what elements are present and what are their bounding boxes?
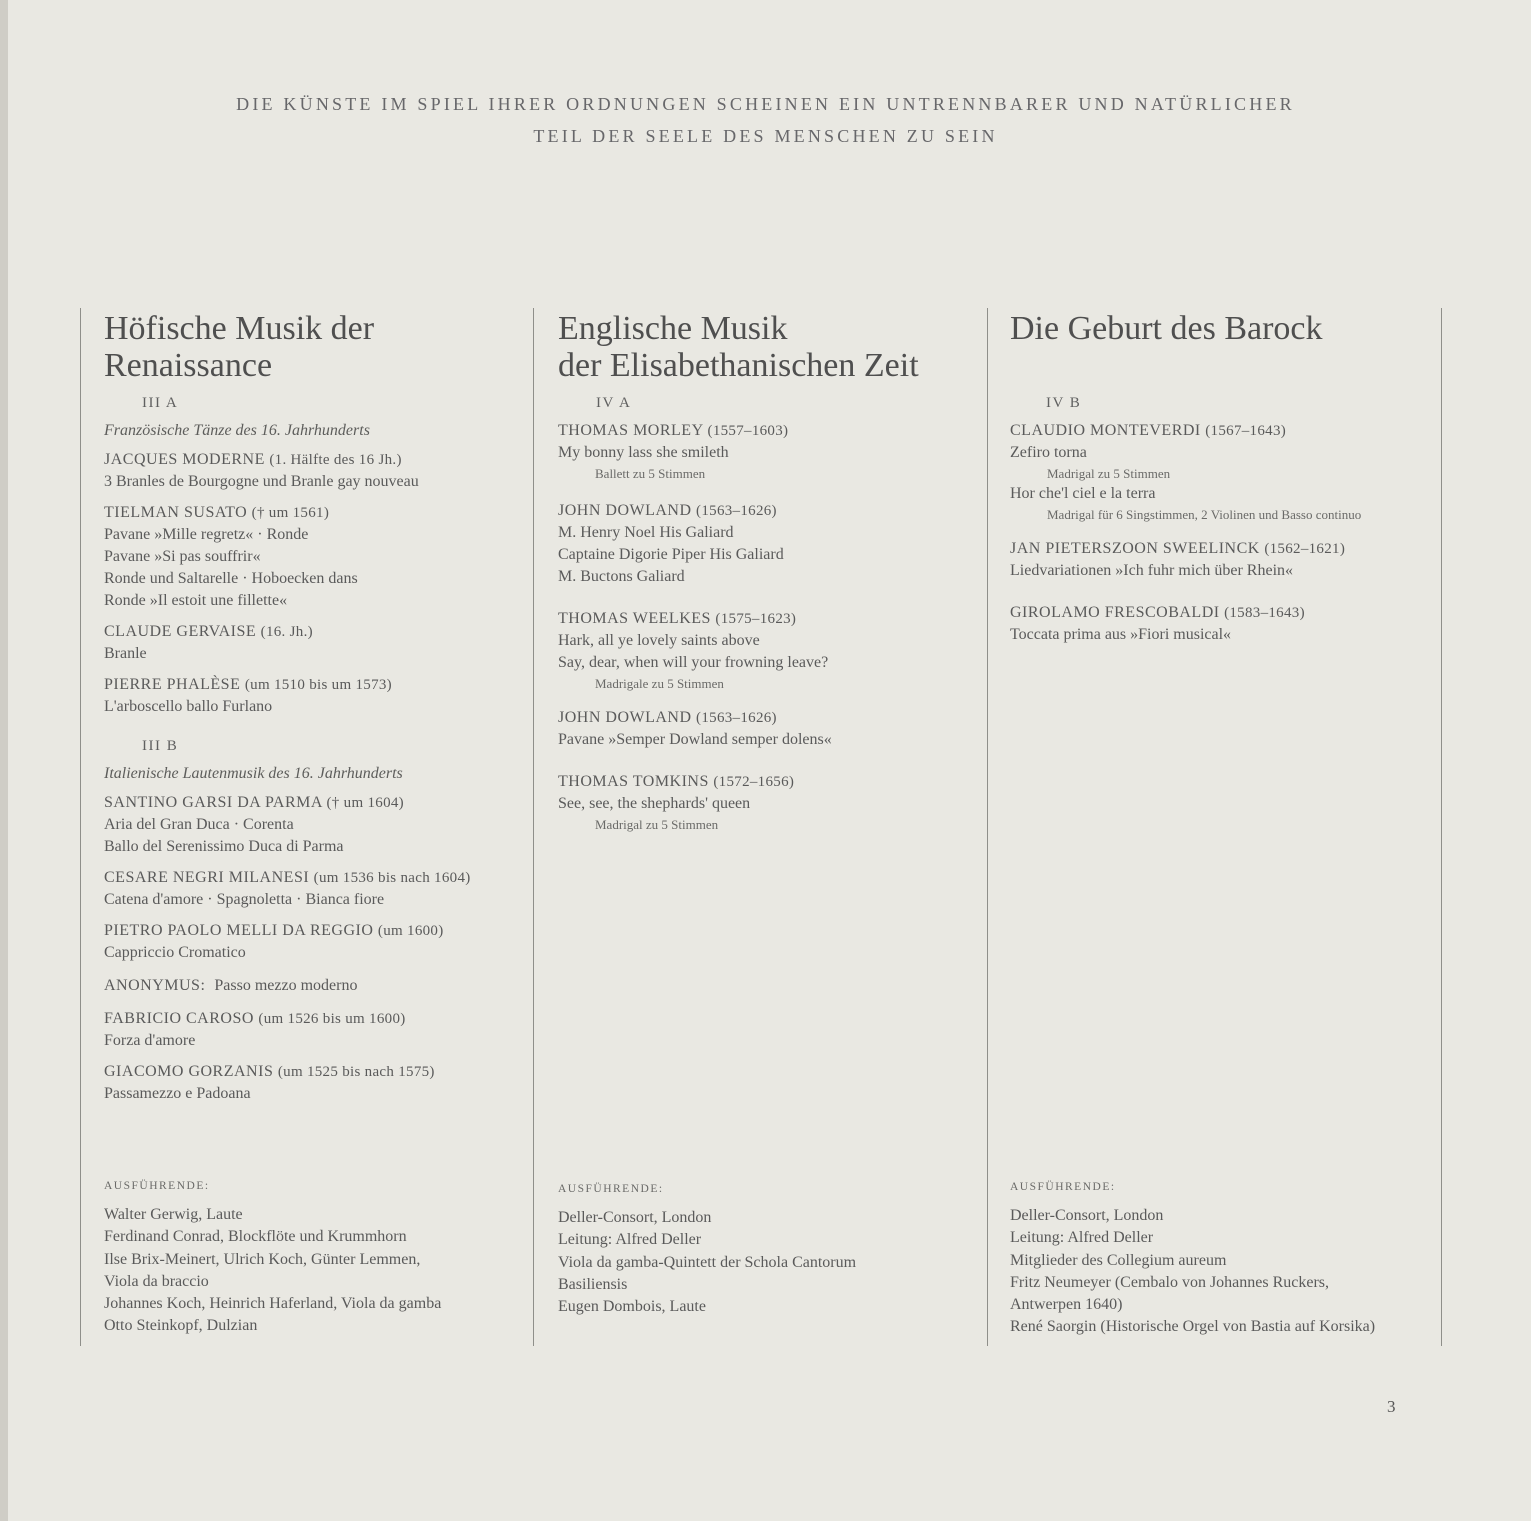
performer-line: René Saorgin (Historische Orgel von Bastia auf Korsika) (1010, 1318, 1376, 1336)
piece-title: Captaine Digorie Piper His Galiard (558, 546, 784, 563)
composer-name: JAN PIETERSZOON SWEELINCK (1010, 540, 1260, 557)
piece-note: Madrigal zu 5 Stimmen (1047, 466, 1171, 481)
piece-note: Madrigal zu 5 Stimmen (595, 817, 719, 832)
piece-title: Forza d'amore (104, 1032, 196, 1049)
work-entry (104, 674, 529, 718)
composer-name: ANONYMUS: (104, 977, 206, 994)
motto-line-2: TEIL DER SEELE DES MENSCHEN ZU SEIN (533, 126, 998, 146)
composer (558, 707, 983, 729)
composer-dates: (1. Hälfte des 16 Jh.) (269, 452, 402, 468)
work-entry (104, 449, 529, 493)
composer-dates: († um 1604) (326, 795, 404, 811)
piece-note: Ballett zu 5 Stimmen (595, 466, 706, 481)
composer (104, 621, 529, 643)
work-entry (104, 621, 529, 665)
work-entry (1010, 420, 1437, 524)
composer (558, 608, 983, 630)
performers-block (558, 1183, 983, 1318)
title-line: Die Geburt des Barock (1010, 310, 1323, 347)
performer-line: Deller-Consort, London (558, 1209, 712, 1226)
section-label: III B (142, 738, 179, 754)
work-entry (104, 792, 529, 858)
composer-name: JACQUES MODERNE (104, 451, 265, 468)
title-line (1010, 347, 1437, 384)
title-line: Renaissance (104, 347, 273, 384)
section-label: IV A (596, 395, 632, 411)
piece-title: Aria del Gran Duca · Corenta (104, 816, 294, 833)
piece-title: Pavane »Si pas souffrir« (104, 548, 261, 565)
piece-title: Ronde »Il estoit une fillette« (104, 592, 288, 609)
composer-dates: (um 1600) (377, 923, 444, 939)
composer-dates: (1563–1626) (696, 710, 777, 726)
composer-dates: (um 1510 bis um 1573) (244, 677, 392, 693)
composer (1010, 602, 1437, 624)
composer-dates: (1572–1656) (713, 774, 795, 790)
piece-title: Branle (104, 645, 147, 662)
work-entry (558, 420, 983, 483)
work-entry (104, 1008, 529, 1052)
composer (558, 771, 983, 793)
piece-title: My bonny lass she smileth (558, 444, 729, 461)
composer-dates: (16. Jh.) (260, 624, 313, 640)
composer (104, 1008, 529, 1030)
performers-label: AUSFÜHRENDE: (558, 1183, 664, 1195)
composer (558, 420, 983, 442)
composer-name: JOHN DOWLAND (558, 709, 692, 726)
composer-name: THOMAS WEELKES (558, 610, 711, 627)
piece-title: 3 Branles de Bourgogne und Branle gay nouveau (104, 473, 419, 490)
performers-label: AUSFÜHRENDE: (104, 1180, 210, 1192)
composer-dates: (1567–1643) (1205, 423, 1287, 439)
piece-title: Pavane »Semper Dowland semper dolens« (558, 731, 832, 748)
piece-title: Say, dear, when will your frowning leave? (558, 654, 829, 671)
performers-label: AUSFÜHRENDE: (1010, 1181, 1116, 1193)
composer-dates: (um 1536 bis nach 1604) (313, 870, 471, 886)
composer (104, 975, 529, 997)
work-entry (558, 608, 983, 693)
performer-line: Basiliensis (558, 1275, 628, 1293)
composer (104, 792, 529, 814)
composer (558, 500, 983, 522)
performer-line: Johannes Koch, Heinrich Haferland, Viola da gamba (104, 1295, 442, 1313)
composer-dates: (um 1526 bis um 1600) (258, 1011, 406, 1027)
composer-name: THOMAS MORLEY (558, 422, 704, 439)
piece-title: Liedvariationen »Ich fuhr mich über Rhein« (1010, 562, 1294, 579)
section-label: IV B (1046, 395, 1082, 411)
piece-title: M. Buctons Galiard (558, 568, 685, 585)
piece-note: Madrigale zu 5 Stimmen (595, 676, 724, 691)
work-entry (104, 867, 529, 911)
composer (104, 1061, 529, 1083)
performer-line: Fritz Neumeyer (Cembalo von Johannes Ruckers, (1010, 1273, 1330, 1291)
column-title (1010, 310, 1437, 384)
piece-note: Madrigal für 6 Singstimmen, 2 Violinen und Basso continuo (1047, 507, 1362, 522)
performer-line: Viola da braccio (104, 1272, 209, 1290)
performer-line: Leitung: Alfred Deller (1010, 1229, 1154, 1247)
title-line: Höfische Musik der (104, 310, 375, 347)
performer-line: Walter Gerwig, Laute (104, 1206, 243, 1223)
composer-dates: (1575–1623) (715, 611, 797, 627)
column-renaissance (80, 308, 534, 1346)
work-entry (558, 707, 983, 751)
piece-title: M. Henry Noel His Galiard (558, 524, 734, 541)
performer-line: Mitglieder des Collegium aureum (1010, 1251, 1227, 1269)
performer-line: Ilse Brix-Meinert, Ulrich Koch, Günter Lemmen, (104, 1250, 421, 1268)
composer-dates: (um 1525 bis nach 1575) (277, 1064, 435, 1080)
composer-name: FABRICIO CAROSO (104, 1010, 254, 1027)
composer-name: TIELMAN SUSATO (104, 504, 248, 521)
composer (104, 920, 529, 942)
composer-name: CLAUDE GERVAISE (104, 623, 257, 640)
column-title (558, 310, 983, 384)
work-entry (104, 502, 529, 612)
work-entry (104, 920, 529, 964)
piece-title: Hor che'l ciel e la terra (1010, 485, 1156, 502)
performer-line: Otto Steinkopf, Dulzian (104, 1317, 258, 1335)
performer-line: Deller-Consort, London (1010, 1207, 1164, 1224)
piece-title: Ballo del Serenissimo Duca di Parma (104, 838, 344, 855)
composer (1010, 420, 1437, 442)
section-subtitle: Französische Tänze des 16. Jahrhunderts (104, 422, 370, 439)
composer-name: SANTINO GARSI DA PARMA (104, 794, 323, 811)
composer-name: GIROLAMO FRESCOBALDI (1010, 604, 1220, 621)
section-subtitle: Italienische Lautenmusik des 16. Jahrhunderts (104, 765, 403, 782)
piece-title: L'arboscello ballo Furlano (104, 698, 273, 715)
section-label: III A (142, 395, 179, 411)
piece-title: Passo mezzo moderno (214, 977, 358, 994)
composer-dates: († um 1561) (251, 505, 330, 521)
piece-title: Pavane »Mille regretz« · Ronde (104, 526, 309, 543)
title-line: der Elisabethanischen Zeit (558, 347, 919, 384)
composer-dates: (1583–1643) (1224, 605, 1305, 621)
composer (104, 867, 529, 889)
work-entry (1010, 602, 1437, 646)
work-entry (1010, 538, 1437, 582)
composer-name: PIETRO PAOLO MELLI DA REGGIO (104, 922, 374, 939)
performers-block (104, 1180, 529, 1338)
piece-title: Ronde und Saltarelle · Hoboecken dans (104, 570, 358, 587)
work-entry (558, 771, 983, 834)
composer-name: PIERRE PHALÈSE (104, 676, 241, 693)
title-line: Englische Musik (558, 310, 788, 347)
motto-line-1: DIE KÜNSTE IM SPIEL IHRER ORDNUNGEN SCHEINEN EIN UNTRENNBARER UND NATÜRLICHER (236, 94, 1295, 114)
page-number: 3 (1387, 1397, 1396, 1416)
composer-dates: (1557–1603) (707, 423, 789, 439)
performer-line: Leitung: Alfred Deller (558, 1231, 702, 1249)
performer-line: Viola da gamba-Quintett der Schola Cantorum (558, 1253, 857, 1271)
composer-name: JOHN DOWLAND (558, 502, 692, 519)
work-entry (104, 1061, 529, 1105)
piece-title: Passamezzo e Padoana (104, 1085, 251, 1102)
composer (104, 502, 529, 524)
work-entry (558, 500, 983, 588)
piece-title: Cappriccio Cromatico (104, 944, 246, 961)
composer (104, 674, 529, 696)
piece-title: Catena d'amore · Spagnoletta · Bianca fiore (104, 891, 385, 908)
performer-line: Eugen Dombois, Laute (558, 1298, 706, 1316)
composer-name: GIACOMO GORZANIS (104, 1063, 274, 1080)
composer (104, 449, 529, 471)
composer-dates: (1563–1626) (696, 503, 777, 519)
composer-dates: (1562–1621) (1264, 541, 1346, 557)
performer-line: Ferdinand Conrad, Blockflöte und Krummhorn (104, 1228, 407, 1246)
composer-name: CESARE NEGRI MILANESI (104, 869, 310, 886)
piece-title: Zefiro torna (1010, 444, 1087, 461)
column-english-music (533, 308, 988, 1346)
piece-title: See, see, the shephards' queen (558, 795, 751, 812)
piece-title: Toccata prima aus »Fiori musical« (1010, 626, 1232, 643)
performer-line: Antwerpen 1640) (1010, 1296, 1123, 1314)
performers-block (1010, 1181, 1437, 1339)
column-title (104, 310, 529, 384)
page-edge (0, 0, 8, 1521)
column-baroque (988, 308, 1442, 1346)
composer-name: CLAUDIO MONTEVERDI (1010, 422, 1201, 439)
work-entry (104, 975, 529, 997)
composer (1010, 538, 1437, 560)
piece-title: Hark, all ye lovely saints above (558, 632, 760, 649)
composer-name: THOMAS TOMKINS (558, 773, 709, 790)
